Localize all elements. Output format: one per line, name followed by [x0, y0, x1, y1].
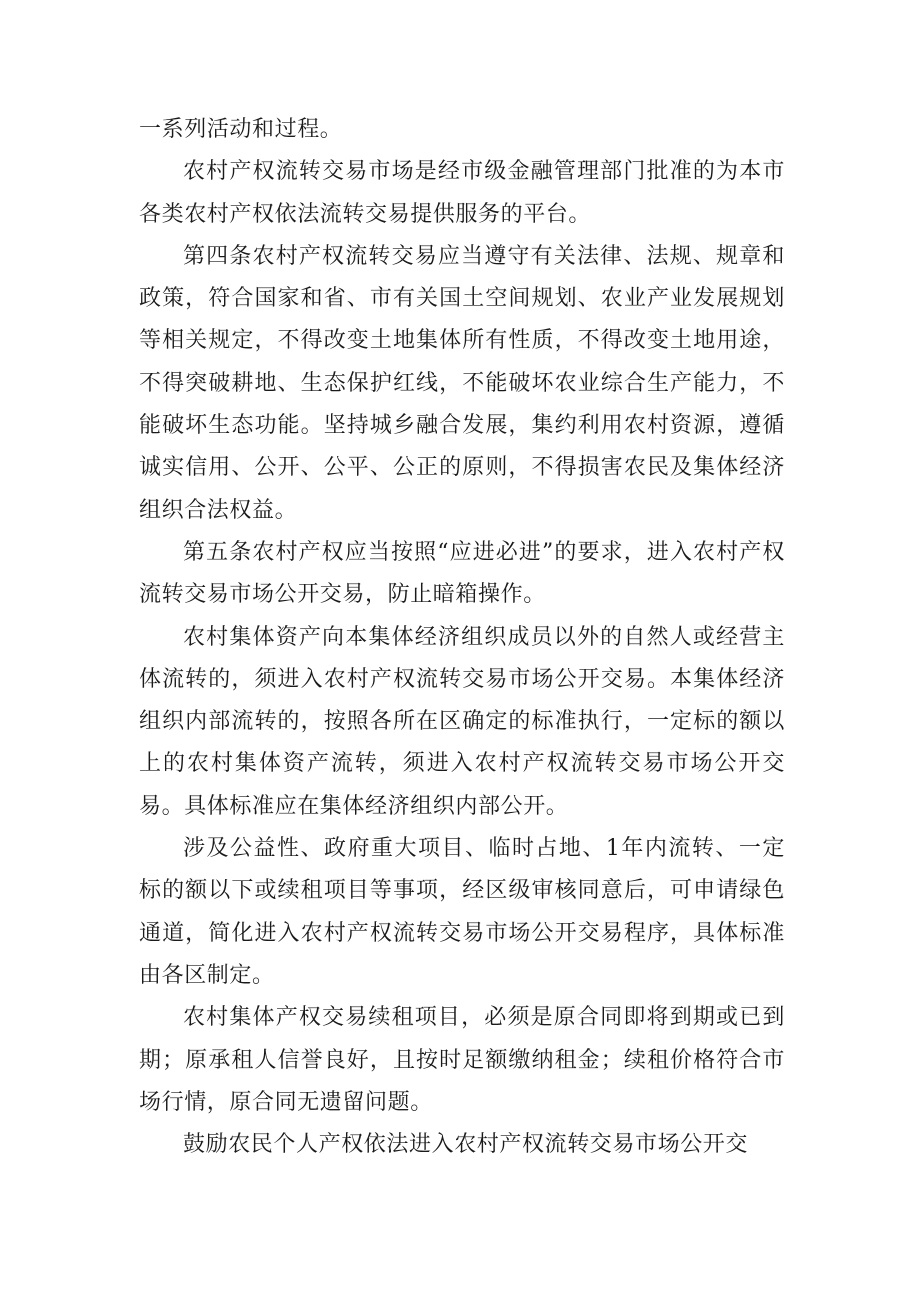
paragraph-continuation: 一系列活动和过程。 [139, 117, 343, 142]
paragraph-renewal-projects: 农村集体产权交易续租项目，必须是原合同即将到期或已到期；原承租人信誉良好，且按时足额缴纳租金；续租价格符合市场行情，原合同无遗留问题。 [139, 1005, 785, 1115]
paragraph-encourage-farmers: 鼓励农民个人产权依法进入农村产权流转交易市场公开交 [183, 1132, 749, 1158]
paragraph-collective-assets: 农村集体资产向本集体经济组织成员以外的自然人或经营主体流转的，须进入农村产权流转交易市场公开交易。本集体经济组织内部流转的，按照各所在区确定的标准执行，一定标的额以上的农村集体资产流转，须进入农村产权流转交易市场公开交易。具体标准应在集体经济组织内部公开。 [139, 624, 785, 819]
paragraph-green-channel: 涉及公益性、政府重大项目、临时占地、1年内流转、一定标的额以下或续租项目等事项，经区级审核同意后，可申请绿色通道，简化进入农村产权流转交易市场公开交易程序，具体标准由各区制定。 [139, 836, 785, 988]
paragraph-market-definition: 农村产权流转交易市场是经市级金融管理部门批准的为本市各类农村产权依法流转交易提供服务的平台。 [139, 159, 785, 227]
paragraph-article-5: 第五条农村产权应当按照“应进必进”的要求，进入农村产权流转交易市场公开交易，防止暗箱操作。 [139, 539, 785, 608]
document-body [139, 109, 785, 1166]
paragraph-article-4: 第四条农村产权流转交易应当遵守有关法律、法规、规章和政策，符合国家和省、市有关国土空间规划、农业产业发展规划等相关规定，不得改变土地集体所有性质，不得改变土地用途，不得突破耕地、生态保护红线，不能破坏农业综合生产能力，不能破坏生态功能。坚持城乡融合发展，集约利用农村资源，遵循诚实信用、公开、公平、公正的原则，不得损害农民及集体经济组织合法权益。 [139, 243, 785, 523]
